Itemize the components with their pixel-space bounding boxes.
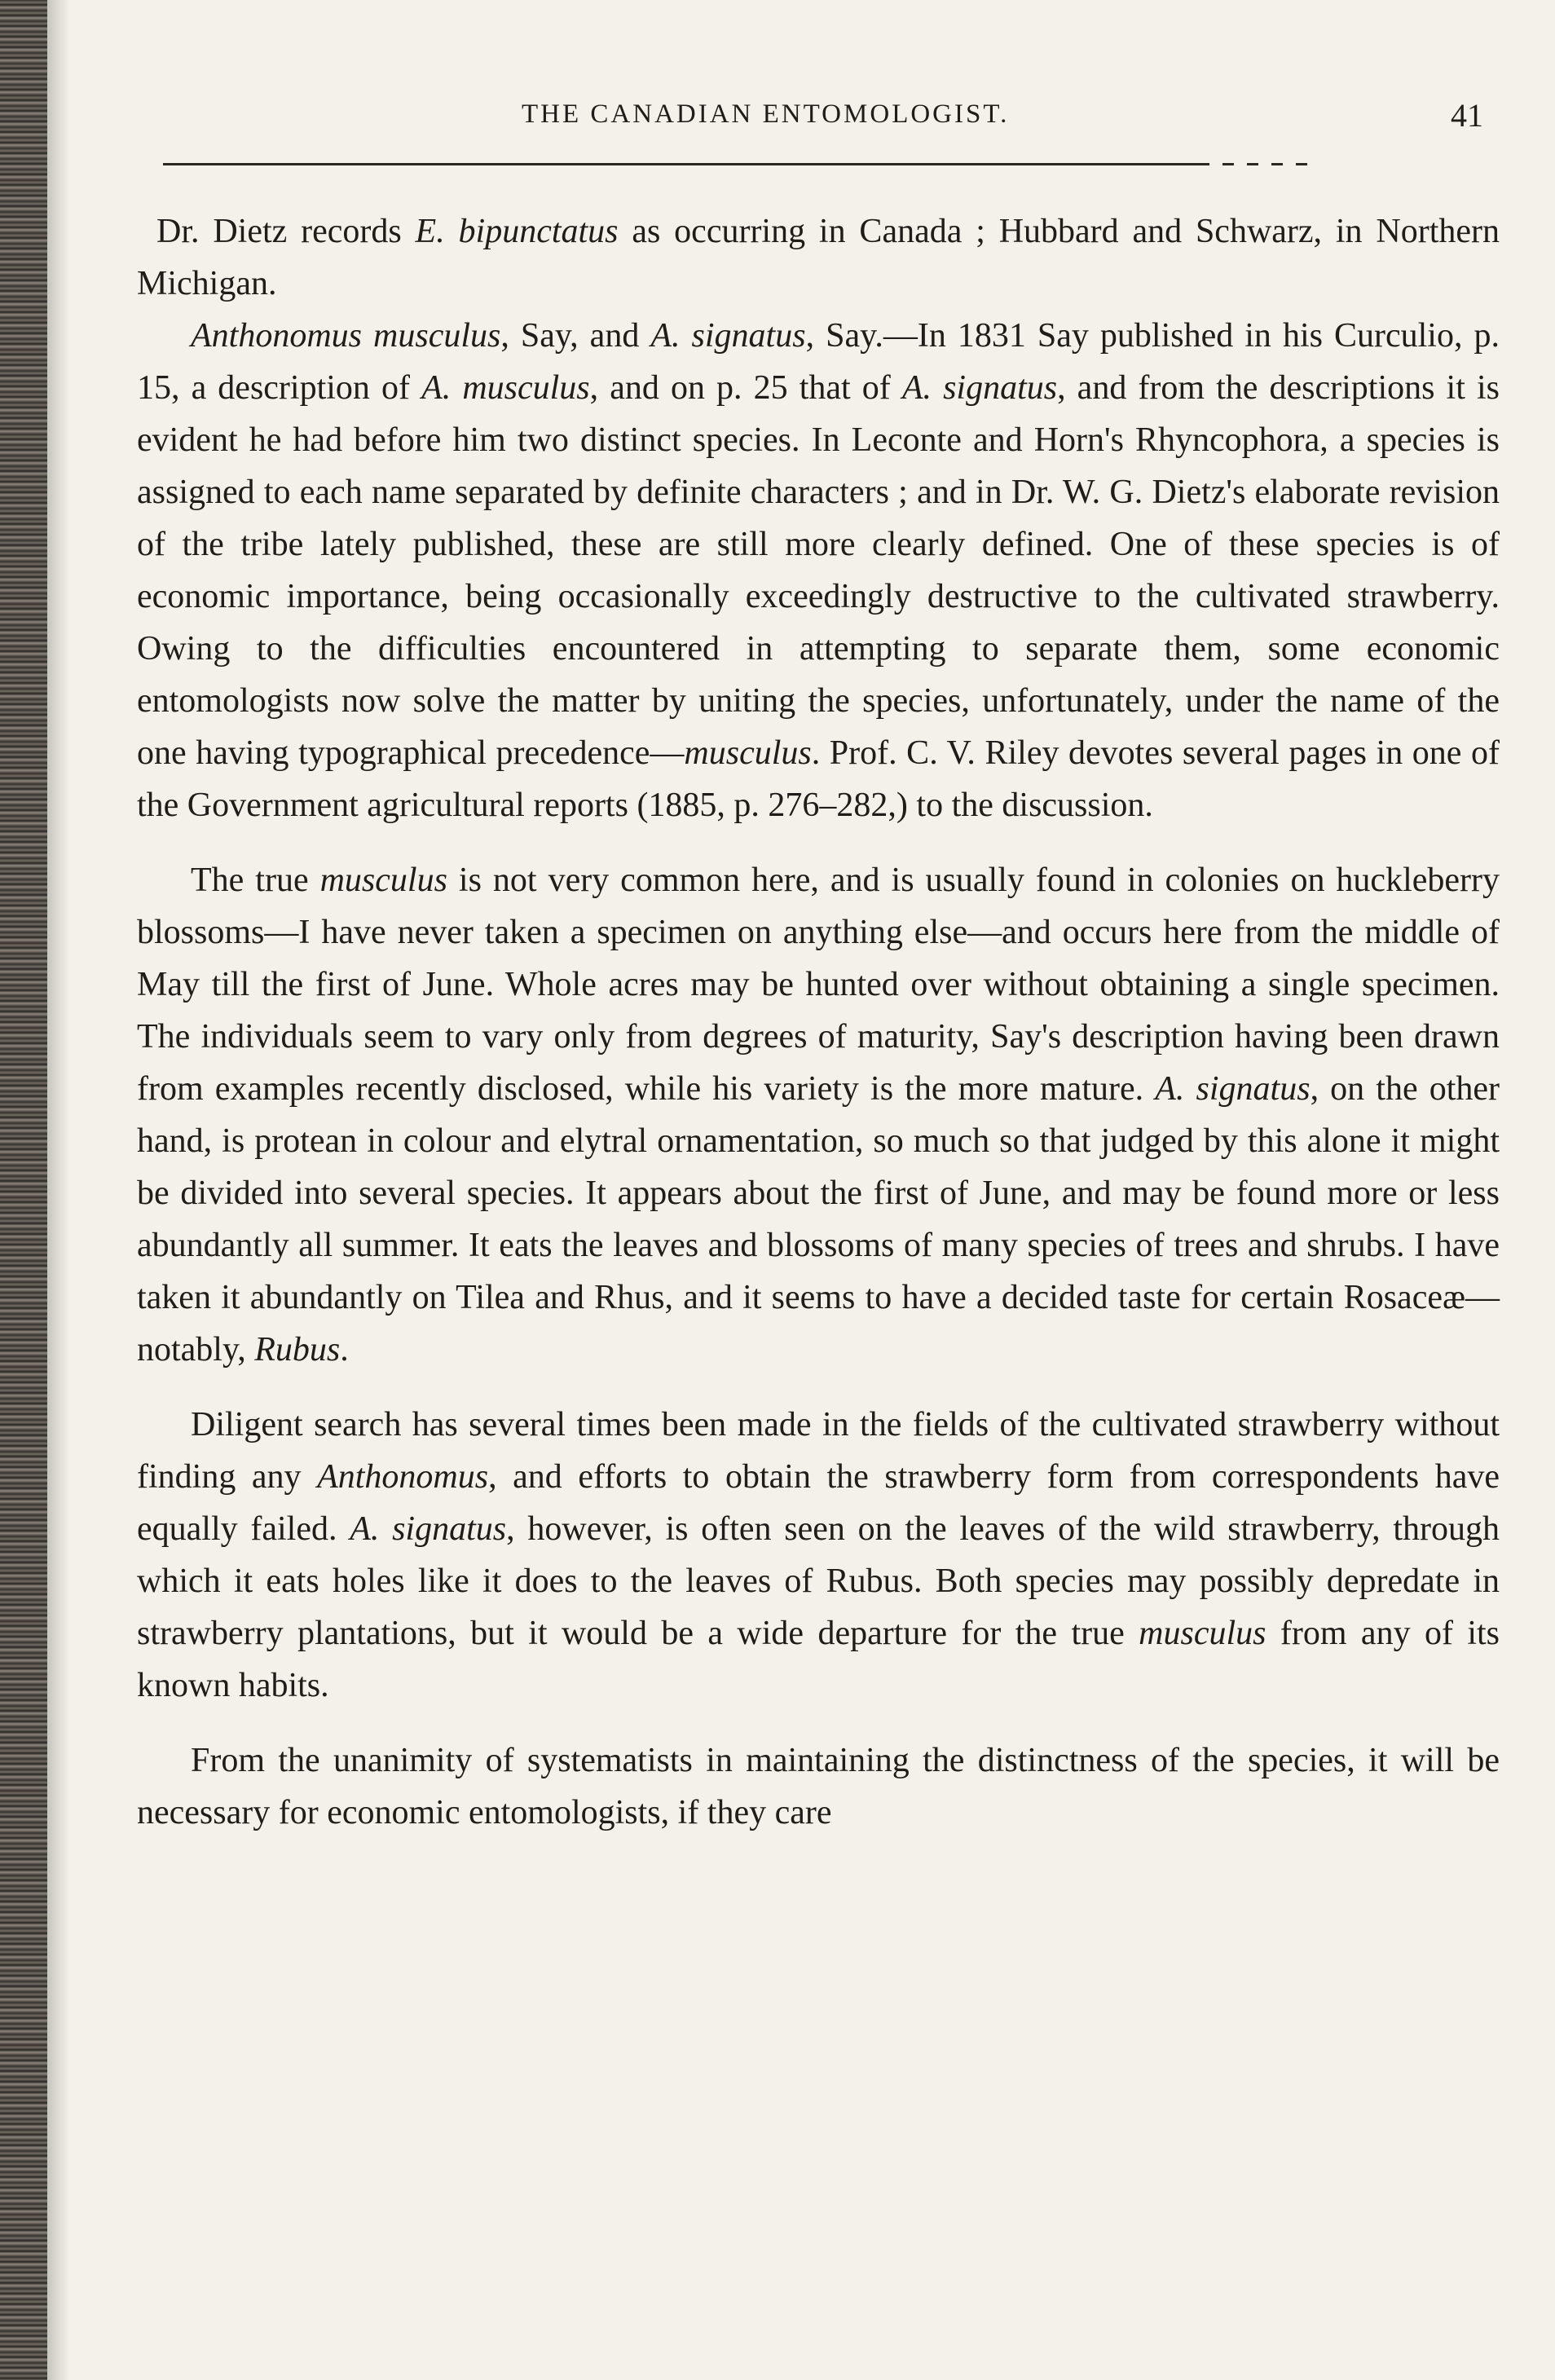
text-run: Diligent search has several times been made in the fields of the cultivated strawberry without finding any: [137, 1406, 1500, 1496]
text-run: is not very common here, and is usually found in colonies on huckleberry blossoms—I have never taken a specimen on anything else—and occurs here from the middle of May till the first of June. Whole acres may be hunted over without obtaining a single specimen. The individuals seem to vary only from degrees of maturity, Say's description having been drawn from examples recently disclosed, while his variety is the more mature.: [137, 862, 1500, 1108]
text-run: , however, is often seen on the leaves of the wild strawberry, through which it eats holes like it does to the leaves of Rubus. Both species may possibly depredate in strawberry plantations, but it would be a wide departure for the true: [137, 1510, 1500, 1652]
species-name: musculus: [319, 862, 447, 899]
species-name: A. musculus: [421, 369, 590, 407]
text-run: , and on p. 25 that of: [589, 369, 902, 407]
paragraph-anthonomus: [137, 310, 1500, 831]
text-run: , Say.—In 1831 Say published in his Curculio, p. 15, a description of: [137, 317, 1500, 407]
text-run: , and from the descriptions it is evident he had before him two distinct species. In Leconte and Horn's Rhyncophora, a species is assigned to each name separated by definite characters ; and in Dr. W. G. Dietz's elaborate revision of the tribe lately published, these are still more clearly defined. One of these species is of economic importance, being occasionally exceedingly destructive to the cultivated strawberry. Owing to the difficulties encountered in attempting to separate them, some economic entomologists now solve the matter by uniting the species, unfortunately, under the name of the one having typographical precedence—: [137, 369, 1500, 772]
paragraph-dietz-records: [137, 205, 1500, 310]
text-run: from any of its known habits.: [137, 1615, 1500, 1704]
paragraph-true-musculus: [137, 854, 1500, 1376]
species-name: musculus: [1139, 1615, 1266, 1652]
species-name: A. signatus: [1155, 1070, 1311, 1108]
text-run: The true: [191, 862, 320, 899]
text-run: as occurring in Canada ; Hubbard and Schwarz, in Northern Michigan.: [137, 213, 1500, 302]
body-text: [137, 205, 1500, 1839]
text-run: From the unanimity of systematists in maintaining the distinctness of the species, it will be necessary for economic entomologists, if they care: [137, 1742, 1500, 1831]
species-name: musculus: [684, 734, 812, 772]
text-run: . Prof. C. V. Riley devotes several pages in one of the Government agricultural reports (1885, p. 276–282,) to the discussion.: [137, 734, 1500, 824]
paragraph-unanimity: [137, 1734, 1500, 1839]
text-run: .: [340, 1331, 349, 1368]
paragraph-diligent-search: [137, 1399, 1500, 1712]
header-rule-dashes: [1198, 163, 1312, 165]
text-run: , and efforts to obtain the strawberry form from correspondents have equally failed.: [137, 1458, 1500, 1548]
text-run: , Say, and: [500, 317, 651, 355]
header-rule: [163, 163, 1198, 165]
species-name: E. bipunctatus: [415, 213, 619, 250]
page-number: 41: [1451, 97, 1483, 134]
species-name: A. signatus: [901, 369, 1058, 407]
text-run: , on the other hand, is protean in colour and elytral ornamentation, so much so that judged by this alone it might be divided into several species. It appears about the first of June, and may be found more or less abundantly all summer. It eats the leaves and blossoms of many species of trees and shrubs. I have taken it abundantly on Tilea and Rhus, and it seems to have a decided taste for certain Rosaceæ—notably,: [137, 1070, 1500, 1368]
genus-name: Anthonomus: [317, 1458, 489, 1496]
running-title: THE CANADIAN ENTOMOLOGIST.: [522, 99, 1010, 129]
species-name: A. signatus: [650, 317, 806, 355]
genus-name: Rubus: [254, 1331, 341, 1368]
text-run: Dr. Dietz records: [156, 213, 416, 250]
species-name: A. signatus: [350, 1510, 507, 1548]
species-name: Anthonomus musculus: [191, 317, 501, 355]
